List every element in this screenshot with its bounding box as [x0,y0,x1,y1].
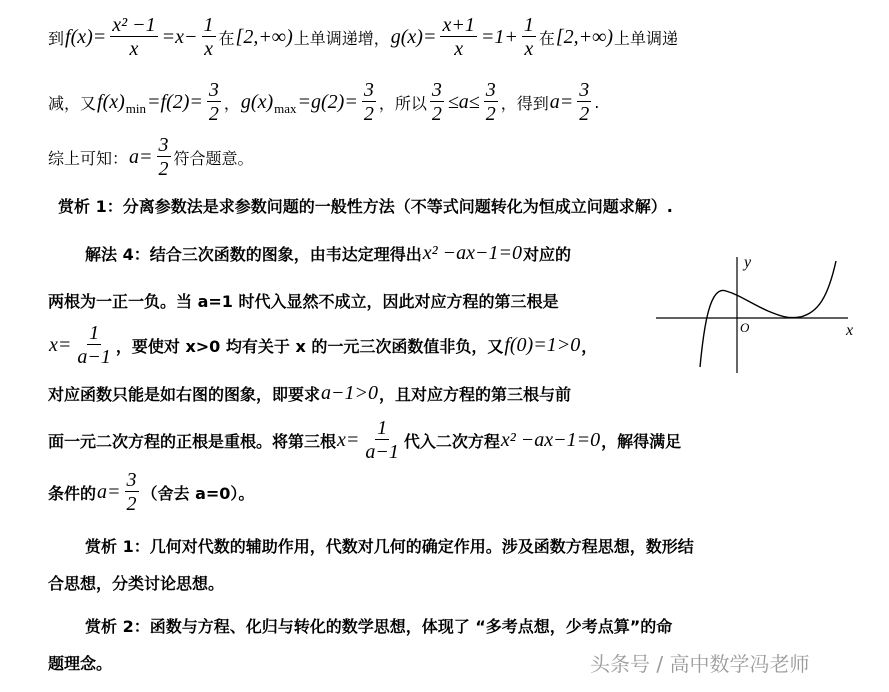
text-span: 在 [538,28,555,48]
fraction-denominator: 2 [208,102,219,125]
math-expression: a= [129,145,153,168]
fraction-denominator: x [129,37,139,60]
text-span: 到 [48,28,65,48]
text-span: 上单调递增， [293,28,390,48]
text-span: 综上可知： [48,148,129,168]
math-fraction [522,14,536,61]
text-line [48,7,678,67]
text-line [48,410,681,470]
fraction-numerator: 1 [523,13,534,36]
math-fraction [577,79,591,126]
text-span: 赏析 1：几何对代数的辅助作用，代数对几何的确定作用。涉及函数方程思想，数形结 [85,536,694,556]
text-line [85,595,672,655]
text-span: 条件的 [48,483,97,503]
fraction-numerator: 3 [363,78,374,101]
math-fraction [363,417,401,464]
fraction-denominator: 2 [579,102,590,125]
fraction-numerator: 3 [158,133,169,156]
fraction-numerator: 1 [203,13,214,36]
text-span: . [594,92,600,112]
text-span: 对应的 [522,244,571,264]
fraction-denominator: x [204,37,213,60]
fraction-denominator: 2 [126,492,137,515]
text-span: 上单调递 [614,28,679,48]
math-expression: g(x) [240,90,274,113]
math-fraction [202,14,216,61]
math-expression: a−1>0 [321,381,379,404]
math-expression: f(x) [97,90,125,113]
math-expression: a= [549,90,574,113]
text-span: 解法 4：结合三次函数的图象，由韦达定理得出 [85,244,422,264]
fraction-denominator: a−1 [77,345,111,368]
math-fraction [157,134,171,181]
text-line [48,72,599,132]
fraction-numerator: x² −1 [112,13,156,36]
fraction-denominator: x [454,37,464,60]
text-span: ，且对应方程的第三根与前 [379,384,572,404]
text-span: 赏析 2：函数与方程、化归与转化的数学思想，体现了 “多考点想，少考点算”的命 [85,616,673,636]
x-axis-label: x [846,322,854,339]
text-span: ，要使对 x>0 均有关于 x 的一元三次函数值非负，又 [115,336,504,356]
math-fraction [362,79,376,126]
text-span: 在 [218,28,235,48]
math-fraction [440,14,476,61]
text-span: 减，又 [48,93,97,113]
text-span: 代入二次方程 [403,431,500,451]
math-expression: ≤a≤ [447,90,480,113]
fraction-numerator: 3 [579,78,590,101]
math-subscript: min [125,101,147,116]
math-expression: =1+ [480,25,518,48]
math-expression: =f(2)= [147,90,203,113]
math-expression: g(x)= [390,25,437,48]
math-expression: [2,+∞) [555,25,614,48]
text-span: ，解得满足 [601,431,682,451]
text-span: 面一元二次方程的正根是重根。将第三根 [48,431,337,451]
math-fraction [430,79,444,126]
cubic-curve [700,261,836,367]
math-expression: f(0)=1>0 [504,333,581,356]
text-span: ， [581,336,598,356]
fraction-numerator: 1 [377,416,388,439]
text-span: ，所以 [378,93,427,113]
fraction-numerator: 3 [208,78,219,101]
text-span: 符合题意。 [173,148,254,168]
math-fraction [207,79,221,126]
fraction-denominator: x [524,37,534,60]
y-axis-label: y [744,254,752,271]
math-expression: x² −ax−1=0 [500,428,601,451]
fraction-numerator: 3 [485,78,496,101]
text-span: ， [223,93,240,113]
cubic-function-graph [650,245,860,380]
text-span: 合思想，分类讨论思想。 [48,573,225,593]
text-span: 赏析 1：分离参数法是求参数问题的一般性方法（不等式问题转化为恒成立问题求解）. [58,196,673,216]
math-subscript: max [274,101,297,116]
math-expression: =g(2)= [297,90,358,113]
math-expression: x= [337,428,360,451]
watermark: 头条号 / 高中数学冯老师 [590,652,810,676]
text-span: 两根为一正一负。当 a=1 时代入显然不成立，因此对应方程的第三根是 [48,291,559,311]
text-line [48,462,254,522]
math-expression: x² −ax−1=0 [422,241,522,264]
math-expression: x= [49,333,72,356]
text-span: 对应函数只能是如右图的图象，即要求 [48,384,321,404]
fraction-numerator: 3 [126,468,137,491]
fraction-numerator: 3 [431,78,442,101]
fraction-denominator: 2 [485,102,496,125]
math-expression: f(x)= [65,25,107,48]
math-fraction [110,14,157,61]
math-fraction [75,322,113,369]
math-fraction [484,79,498,126]
fraction-denominator: 2 [431,102,442,125]
origin-label: O [740,320,750,335]
math-expression: =x− [161,25,198,48]
text-span: 题理念。 [48,653,113,673]
text-line [48,632,112,692]
fraction-denominator: 2 [158,157,169,180]
math-expression: a= [97,480,121,503]
fraction-numerator: x+1 [442,13,475,36]
math-expression: [2,+∞) [235,25,293,48]
fraction-denominator: 2 [363,102,374,125]
fraction-denominator: a−1 [365,440,399,463]
fraction-numerator: 1 [89,321,100,344]
text-span: （舍去 a=0）。 [141,483,255,503]
math-fraction [125,469,139,516]
text-span: ，得到 [500,93,549,113]
